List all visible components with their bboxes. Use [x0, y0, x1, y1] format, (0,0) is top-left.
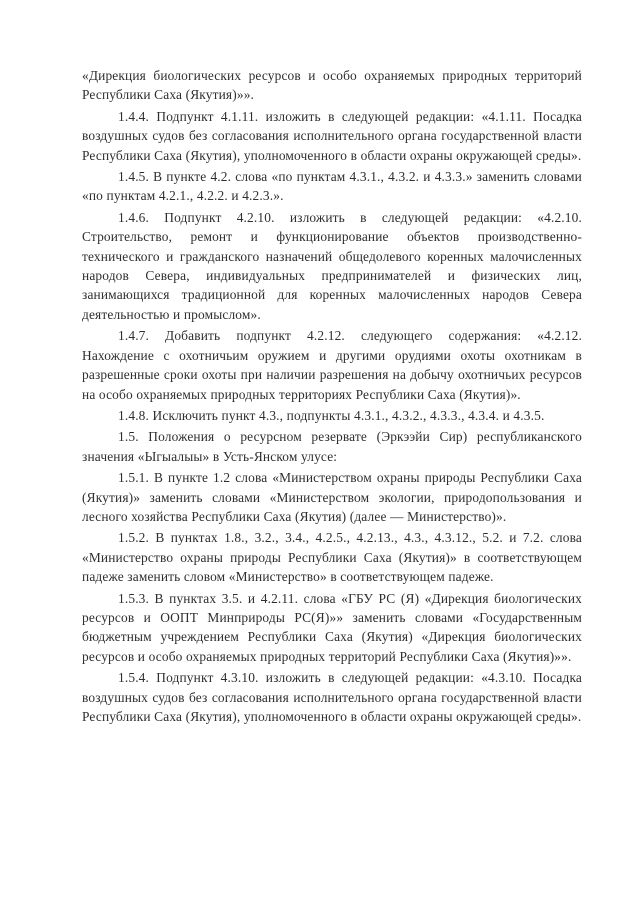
- paragraph-1-5: 1.5. Положения о ресурсном резервате (Эркээйи Сир) республиканского значения «Ыгыалыы» в Усть-Янском улусе:: [82, 429, 582, 464]
- paragraph-1-5-3: 1.5.3. В пунктах 3.5. и 4.2.11. слова «ГБУ РС (Я) «Дирекция биологических ресурсов и ООПТ Минприроды РС(Я)»» заменить словами «Государственным бюджетным учреждением Республики Саха (Якутия) «Дирекция биологических ресурсов и особо охраняемых природных территорий Республики Саха (Якутия)»».: [82, 590, 582, 664]
- paragraph-1-4-6: 1.4.6. Подпункт 4.2.10. изложить в следующей редакции: «4.2.10. Строительство, ремонт и функционирование объектов производственно-технического и гражданского назначений общедолевого коренных малочисленных народов Севера, индивидуальных предпринимателей и физических лиц, занимающихся традиционной для коренных малочисленных народов Севера деятельностью и промыслом».: [82, 209, 582, 322]
- paragraph-continuation: «Дирекция биологических ресурсов и особо охраняемых природных территорий Республики Саха (Якутия)»».: [82, 68, 582, 103]
- paragraph-1-4-7: 1.4.7. Добавить подпункт 4.2.12. следующего содержания: «4.2.12. Нахождение с охотничьим оружием и другими орудиями охоты охотникам в разрешенные сроки охоты при наличии разрешения на добычу охотничьих ресурсов на особо охраняемых природных территориях Республики Саха (Якутия)».: [82, 328, 582, 402]
- paragraph-1-5-2: 1.5.2. В пунктах 1.8., 3.2., 3.4., 4.2.5., 4.2.13., 4.3., 4.3.12., 5.2. и 7.2. слова «Министерство охраны природы Республики Саха (Якутия)» в соответствующем падеже заменить словом «Министерство» в соответствующем падеже.: [82, 530, 582, 585]
- paragraph-1-5-1: 1.5.1. В пункте 1.2 слова «Министерством охраны природы Республики Саха (Якутия)» заменить словами «Министерством экологии, природопользования и лесного хозяйства Республики Саха (Якутия) (далее — Министерство)».: [82, 470, 582, 524]
- document-page: [82, 66, 582, 728]
- paragraph-1-4-4: 1.4.4. Подпункт 4.1.11. изложить в следующей редакции: «4.1.11. Посадка воздушных судов без согласования исполнительного органа государственной власти Республики Саха (Якутия), уполномоченного в области охраны окружающей среды».: [82, 108, 582, 163]
- paragraph-1-5-4: 1.5.4. Подпункт 4.3.10. изложить в следующей редакции: «4.3.10. Посадка воздушных судов без согласования исполнительного органа государственной власти Республики Саха (Якутия), уполномоченного в области охраны окружающей среды».: [82, 670, 582, 724]
- paragraph-1-4-8: 1.4.8. Исключить пункт 4.3., подпункты 4.3.1., 4.3.2., 4.3.3., 4.3.4. и 4.3.5.: [118, 407, 545, 423]
- paragraph-1-4-5: 1.4.5. В пункте 4.2. слова «по пунктам 4.3.1., 4.3.2. и 4.3.3.» заменить словами «по пунктам 4.2.1., 4.2.2. и 4.2.3.».: [82, 169, 582, 204]
